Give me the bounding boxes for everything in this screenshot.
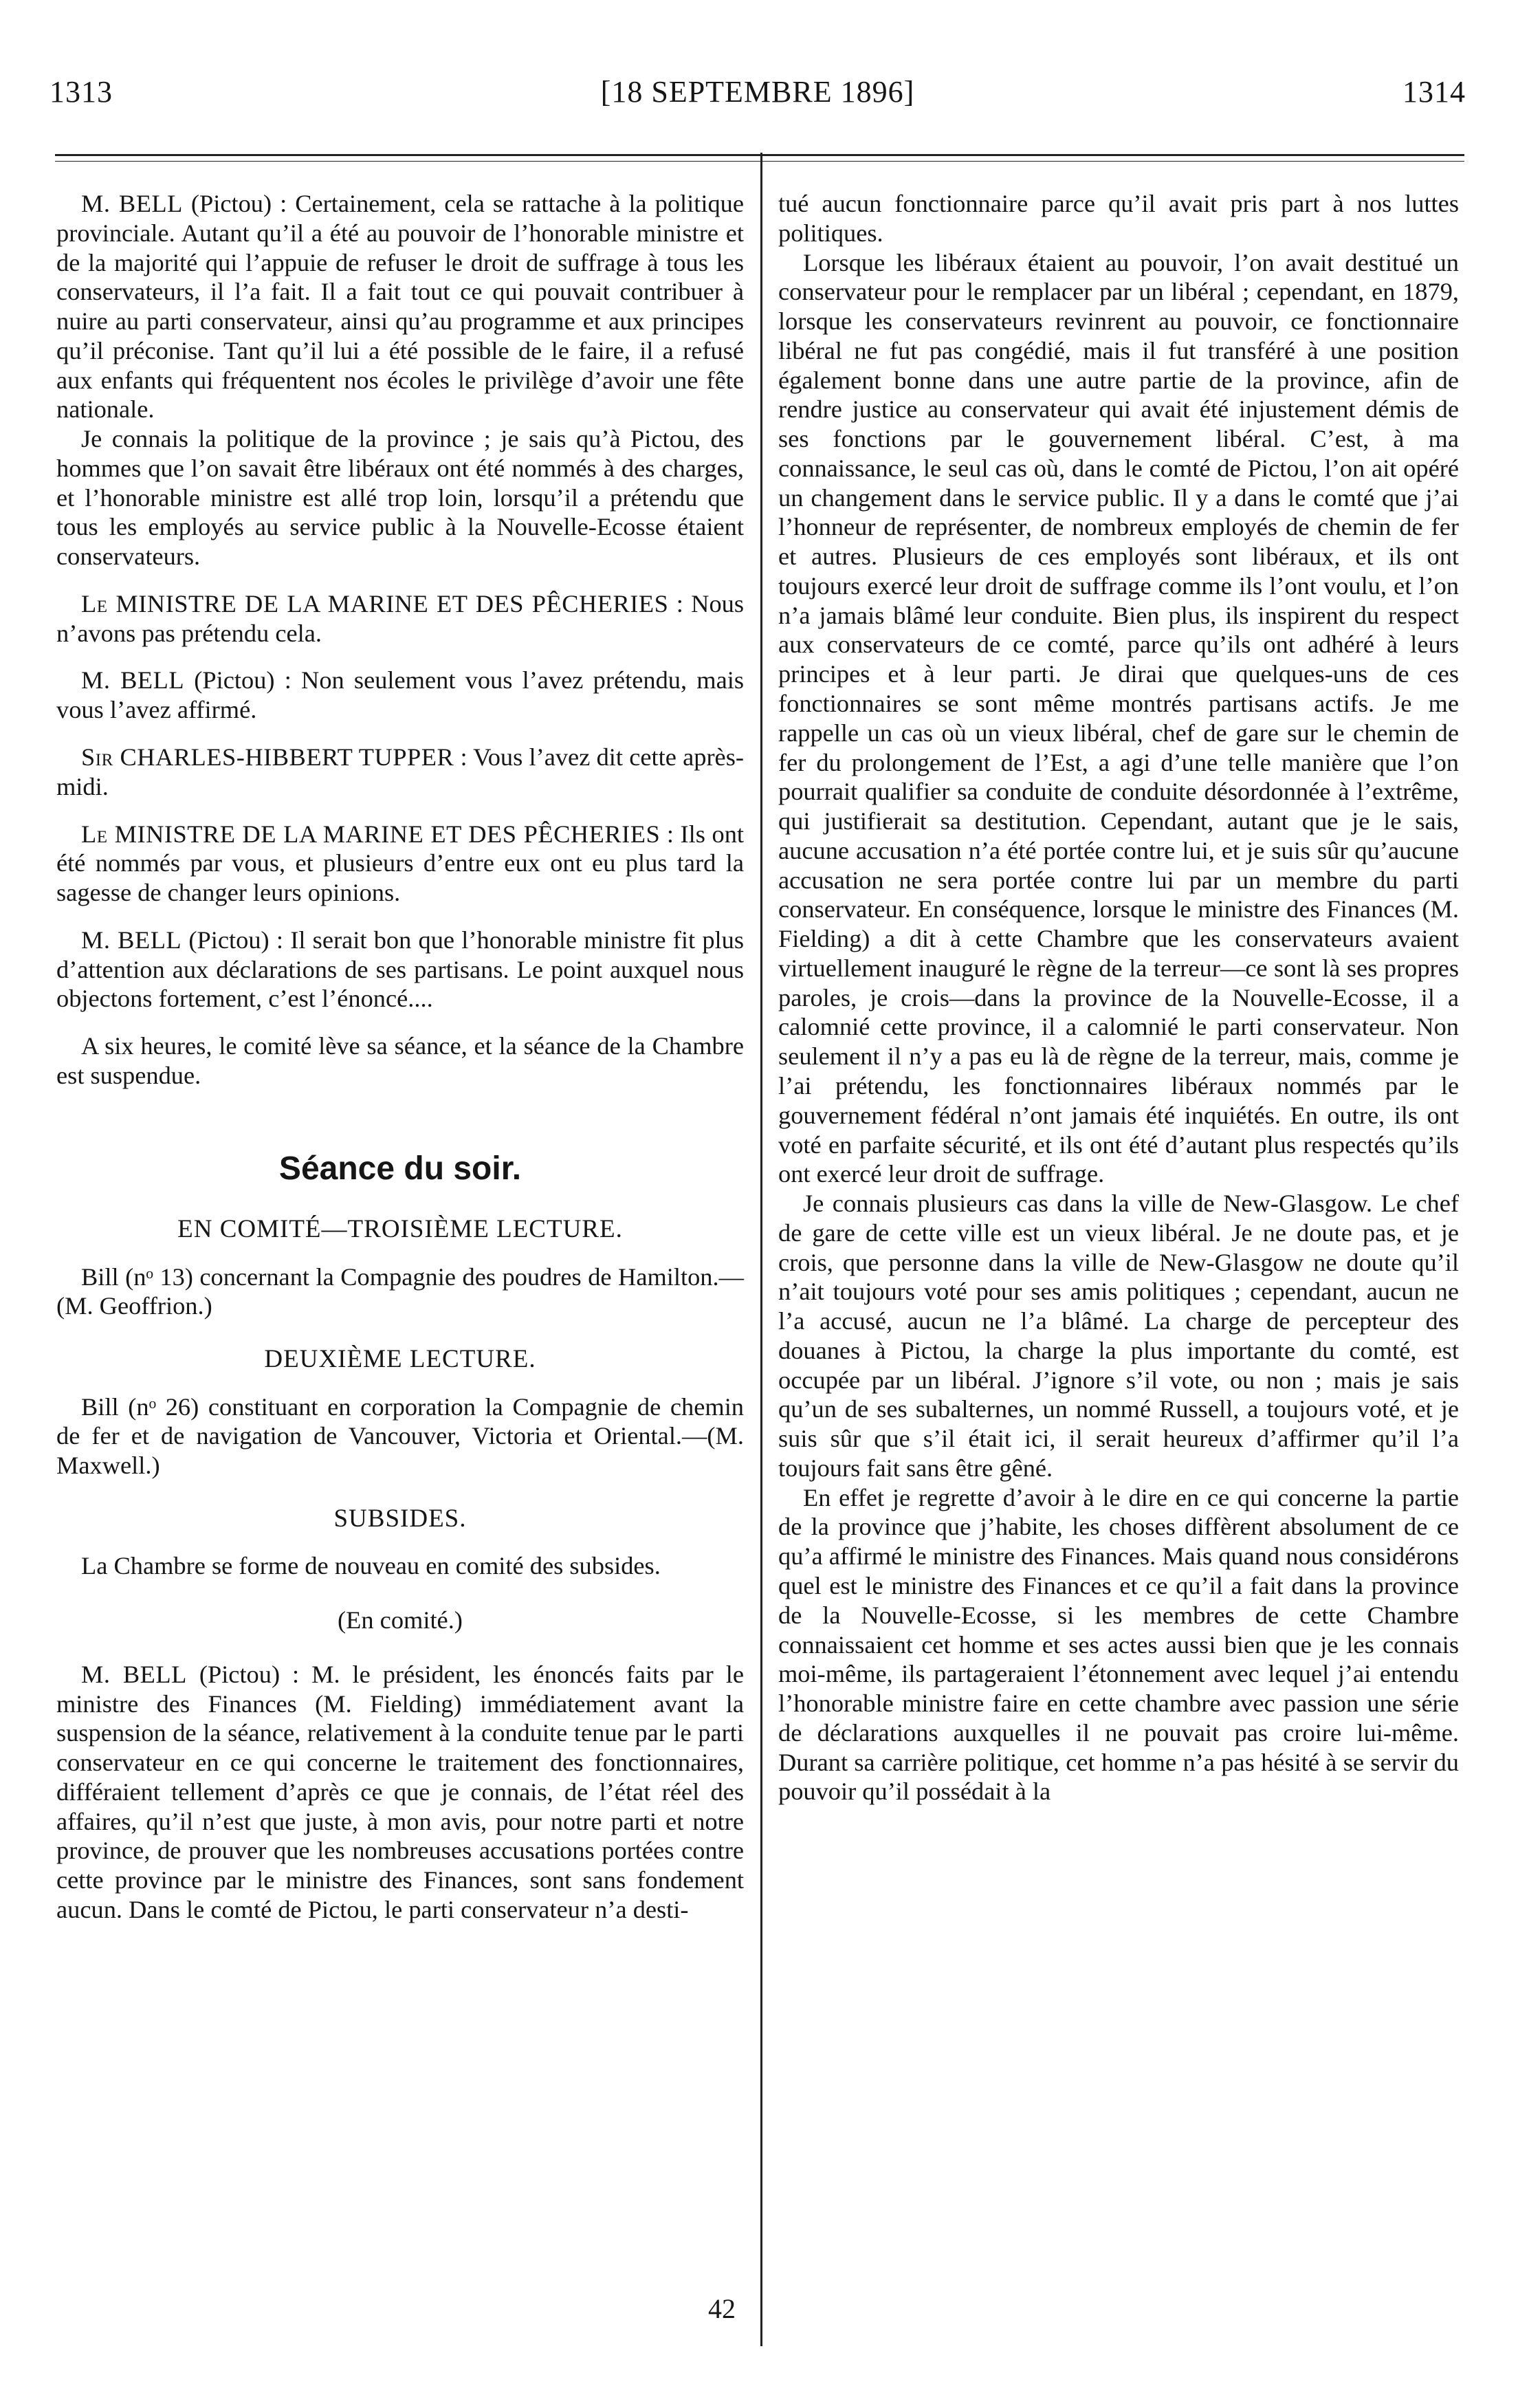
paragraph-en-comite: (En comité.) (338, 1606, 463, 1634)
paragraph (56, 189, 744, 424)
paragraph: Je connais plusieurs cas dans la ville de New-Glasgow. Le chef de gare de cette ville est un vieux libéral. Je ne doute pas, et je crois, que personne dans la ville de New-Glasgow ne doute qu’il n’ait toujours voté pour ses amis politiques ; cependant, aucun ne l’a accusé, aucun ne l’a blâmé. La charge de percepteur des douanes à Pictou, la charge la plus importante du comté, est occupée par un libéral. J’ignore s’il vote, ou non ; mais je sais qu’un de ses subalternes, un nommé Russell, a toujours voté, et je suis sûr que s’il était ici, il serait heureux d’affirmer qu’il l’a toujours fait sans être gêné. (778, 1190, 1459, 1482)
paragraph: Bill (nᵒ 13) concernant la Compagnie des poudres de Hamilton.—(M. Geoffrion.) (56, 1262, 744, 1320)
paragraph (56, 926, 744, 1014)
speaker-name: M. BELL (81, 666, 185, 695)
paragraph: tué aucun fonctionnaire parce qu’il avait pris part à nos luttes politiques. (778, 190, 1459, 247)
section-heading-deuxieme: DEUXIÈME LECTURE. (264, 1345, 536, 1374)
paragraph: En effet je regrette d’avoir à le dire en ce qui concerne la partie de la province que j’habite, les choses diffèrent absolument de ce qu’a affirmé le ministre des Finances. Mais quand nous considérons quel est le ministre des Finances et ce qu’il a fait dans la province de la Nouvelle-Ecosse, si les membres de cette Chambre connaissaient cet homme et ses actes aussi bien que je les connais moi-même, ils partageraient l’étonnement avec lequel j’ai entendu l’honorable ministre faire en cette chambre avec passion une série de déclarations auxquelles il ne pouvait pas croire lui-même. Durant sa carrière politique, cet homme n’a pas hésité à se servir du pouvoir qu’il possédait à la (778, 1483, 1459, 1806)
speech-text: (Pictou) : M. le président, les énoncés faits par le ministre des Finances (M. Fielding) immédiatement avant la suspension de la séance, relativement à la conduite tenue par le parti conservateur en ce qui concerne le traitement des fonctionnaires, différaient tellement d’après ce que je connais, de l’état réel des affaires, qu’il n’est que juste, à mon avis, pour notre parti et notre province, de prouver que les nombreuses accusations portées contre cette province par le ministre des Finances, sont sans fondement aucun. Dans le comté de Pictou, le parti conservateur n’a desti- (56, 1660, 744, 1923)
speech-text: : Nous n’avons pas prétendu cela. (56, 589, 745, 647)
section-heading-seance: Séance du soir. (278, 1150, 522, 1187)
page-number-right: 1314 (1402, 75, 1466, 109)
header-rule-thin (55, 161, 1464, 162)
paragraph (56, 743, 744, 802)
paragraph: Lorsque les libéraux étaient au pouvoir, l’on avait destitué un conservateur pour le remplacer par un libéral ; cependant, en 1879, lorsque les conservateurs revinrent au pouvoir, ce fonctionnaire libéral ne fut pas congédié, mais il fut transféré à une position également bonne dans une autre partie de la province, afin de rendre justice au conservateur qui avait été injustement démis de ses fonctions par le gouvernement libéral. C’est, à ma connaissance, le seul cas où, dans le comté de Pictou, l’on ait opéré un changement dans le service public. Il y a dans le comté que j’ai l’honneur de représenter, de nombreux employés de chemin de fer et autres. Plusieurs de ces employés sont libéraux, et ils ont toujours exercé leur droit de suffrage comme ils l’ont voulu, et l’on n’a jamais blâmé leur conduite. Bien plus, ils inspirent du respect aux conservateurs de ce comté, parce qu’ils ont adhéré à leurs principes et à leur parti. Je dirai que quelques-uns de ces fonctionnaires se sont même montrés partisans actifs. Je me rappelle un cas où un vieux libéral, chef de gare sur le chemin de fer du prolongement de l’Est, a agi d’une telle manière que l’on pourrait qualifier sa conduite de conduite désordonnée à l’extrême, qui justifierait sa destitution. Cependant, autant que je le sais, aucune accusation n’a été portée contre lui, et je suis sûr qu’aucune accusation ne sera portée contre lui par un membre du parti conservateur. En conséquence, lorsque le ministre des Finances (M. Fielding) a dit à cette Chambre que les conservateurs avaient virtuellement inauguré le règne de la terreur—ce sont là ses propres paroles, je crois—dans la province de la Nouvelle-Ecosse, il a calomnié cette province, il a calomnié le parti conservateur. Non seulement il n’y a pas eu là de règne de la terreur, mais, comme je l’ai prétendu, les fonctionnaires libéraux nommés par le gouvernement fédéral n’ont jamais été inquiétés. En outre, ils ont voté en parfaite sécurité, et ils ont été d’autant plus respectés qu’ils ont exercé leur droit de suffrage. (778, 248, 1459, 1188)
speaker-name: Sir CHARLES-HIBBERT TUPPER (81, 743, 454, 772)
speaker-name: Le MINISTRE DE LA MARINE ET DES PÊCHERIES (81, 589, 669, 617)
speaker-name: M. BELL (81, 1660, 187, 1688)
section-heading-subsides: SUBSIDES. (333, 1504, 467, 1533)
signature-mark: 42 (708, 2293, 736, 2324)
paragraph (56, 666, 744, 725)
left-column (56, 189, 744, 1925)
speech-text: : Ils ont été nommés par vous, et plusieurs d’entre eux ont eu plus tard la sagesse de changer leurs opinions. (56, 820, 745, 907)
speech-text: (Pictou) : Il serait bon que l’honorable ministre fit plus d’attention aux déclarations de ses partisans. Le point auxquel nous objectons fortement, c’est l’énoncé.... (56, 926, 744, 1013)
paragraph: Je connais la politique de la province ; je sais qu’à Pictou, des hommes que l’on savait être libéraux ont été nommés à des charges, et l’honorable ministre est allé trop loin, lorsqu’il a prétendu que tous les employés au service public à la Nouvelle-Ecosse étaient conservateurs. (56, 425, 744, 571)
section-heading-comite: EN COMITÉ—TROISIÈME LECTURE. (177, 1215, 623, 1244)
page-number-left: 1313 (50, 75, 113, 109)
speech-text: : Vous l’avez dit cette après-midi. (56, 743, 744, 800)
paragraph (56, 820, 744, 908)
speaker-name: M. BELL (81, 926, 182, 954)
speech-text: (Pictou) : Non seulement vous l’avez prétendu, mais vous l’avez affirmé. (56, 666, 744, 724)
column-divider (760, 153, 762, 2346)
speech-text: (Pictou) : Certainement, cela se rattache à la politique provinciale. Autant qu’il a été au pouvoir de l’honorable ministre et de la majorité qui l’appuie de refuser le droit de suffrage à tous les conservateurs, il l’a fait. Il a fait tout ce qui pouvait contribuer à nuire au parti conservateur, ainsi qu’au programme et aux principes qu’il préconise. Tant qu’il lui a été possible de le faire, il a refusé aux enfants qui fréquentent nos écoles le privilège d’avoir une fête nationale. (56, 190, 745, 424)
speaker-name: M. BELL (81, 190, 183, 217)
page-title: [18 SEPTEMBRE 1896] (600, 75, 915, 109)
header-rule (55, 154, 1464, 156)
paragraph (56, 589, 744, 648)
right-column (778, 189, 1459, 1806)
paragraph: Bill (nᵒ 26) constituant en corporation la Compagnie de chemin de fer et de navigation de Vancouver, Victoria et Oriental.—(M. Maxwell.) (56, 1392, 744, 1480)
paragraph (56, 1660, 744, 1925)
page-header (50, 74, 1466, 116)
paragraph: La Chambre se forme de nouveau en comité des subsides. (81, 1552, 661, 1580)
speaker-name: Le MINISTRE DE LA MARINE ET DES PÊCHERIES (81, 820, 661, 848)
paragraph: A six heures, le comité lève sa séance, et la séance de la Chambre est suspendue. (56, 1032, 744, 1089)
